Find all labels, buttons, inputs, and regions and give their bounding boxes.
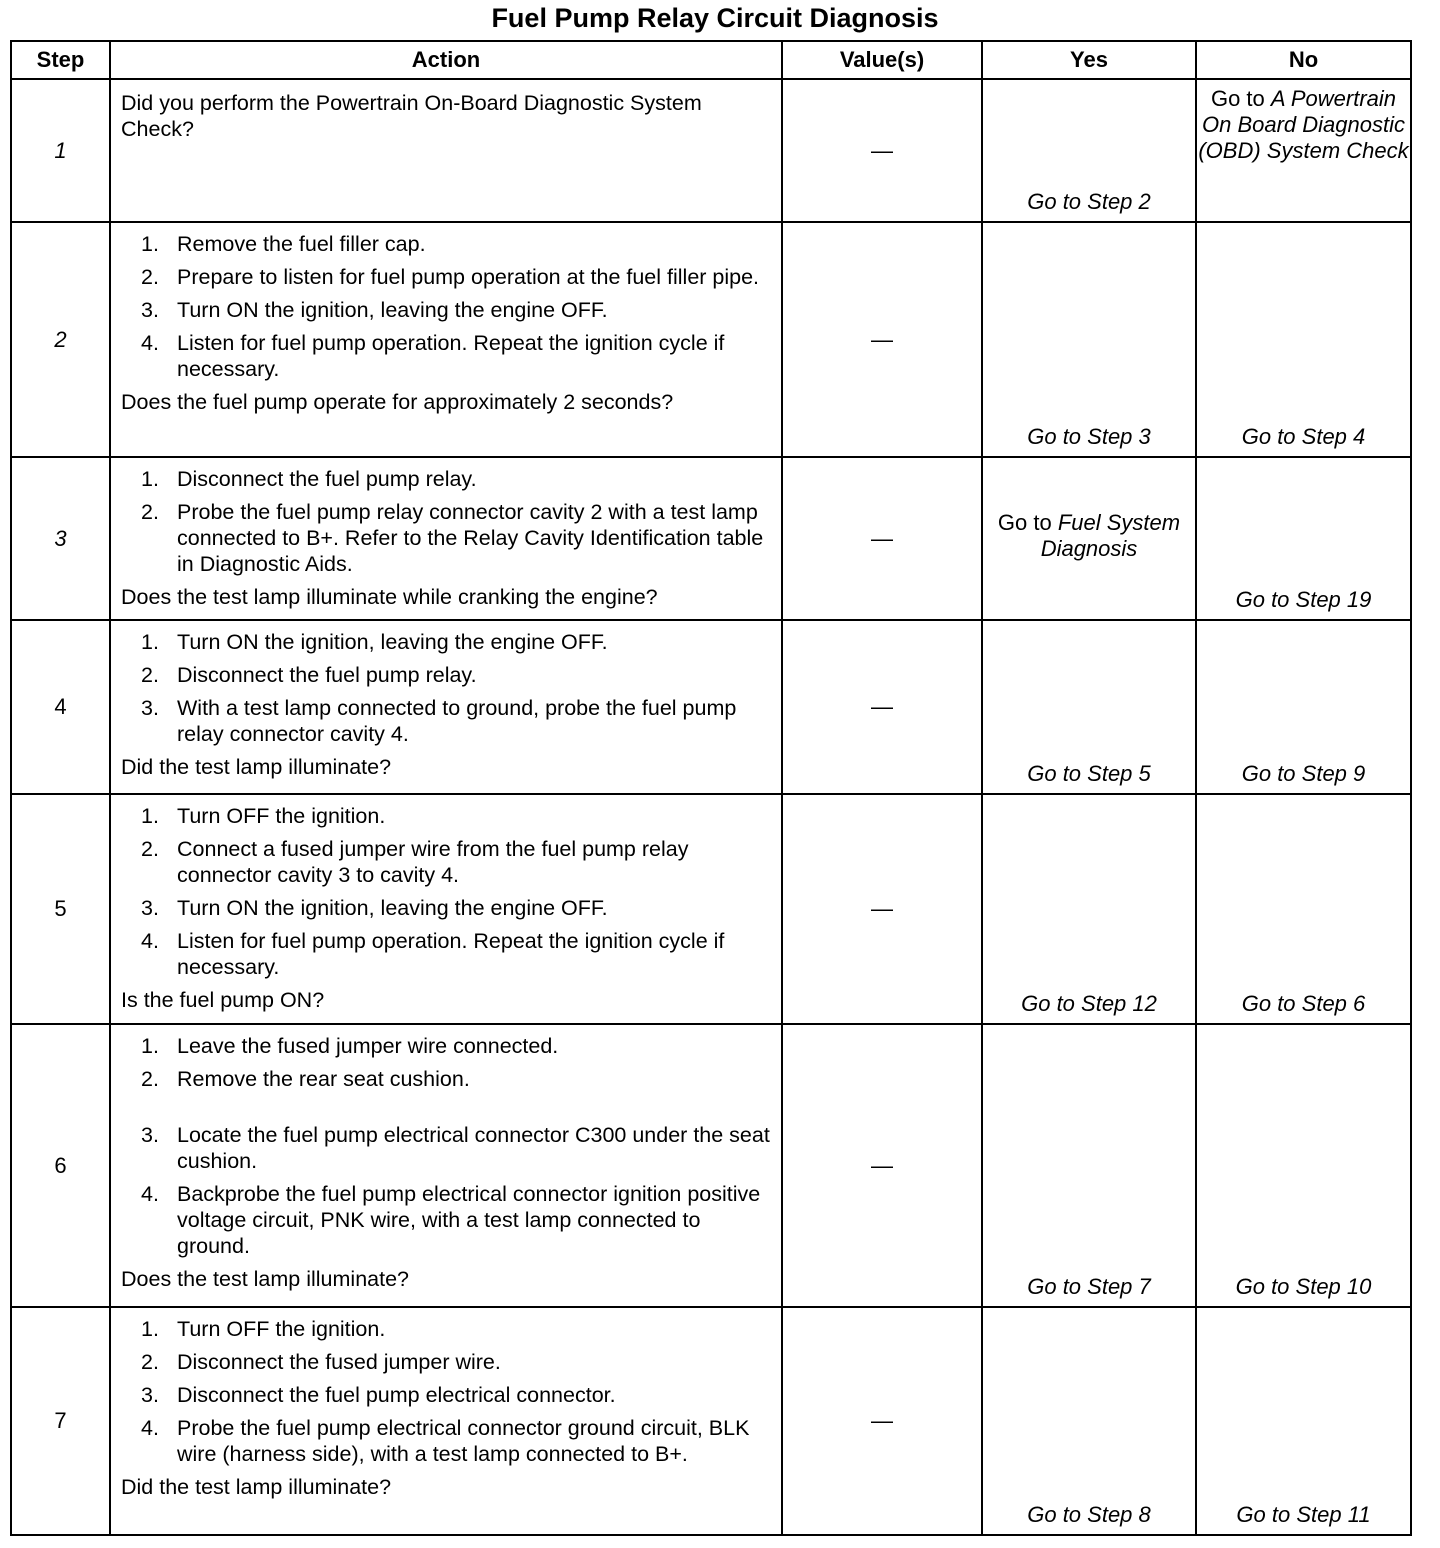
list-item: 1. Remove the fuel filler cap. [141,232,426,256]
action-list [121,466,771,577]
no-cell: Go to Step 10 [1196,1024,1411,1307]
action-list [121,1316,771,1467]
step-question: Does the test lamp illuminate? [121,1267,410,1291]
diagnosis-table [10,40,1412,1536]
action-cell [110,79,782,222]
no-prefix: Go to [1210,86,1271,111]
list-item: 3. Turn ON the ignition, leaving the engine OFF. [141,298,608,322]
step-question: Is the fuel pump ON? [121,988,325,1012]
table-row [11,79,1411,222]
value-cell: — [782,1307,982,1535]
list-item: 2. Disconnect the fused jumper wire. [141,1350,501,1374]
list-item: 2. Remove the rear seat cushion. [141,1067,470,1091]
list-item: 4. Probe the fuel pump electrical connector ground circuit, BLK wire (harness side), with a test lamp connected to B+. [141,1416,750,1466]
action-list [121,1033,771,1259]
no-cell: Go to Step 19 [1196,457,1411,620]
action-list [121,231,771,382]
list-item: 3. Disconnect the fuel pump electrical connector. [141,1383,616,1407]
step-number: 3 [11,457,110,620]
step-number: 6 [11,1024,110,1307]
list-item: 1. Leave the fused jumper wire connected. [141,1034,559,1058]
header-step: Step [11,41,110,79]
page-title: Fuel Pump Relay Circuit Diagnosis [491,3,939,33]
yes-cell: Go to Step 12 [982,794,1196,1024]
no-cell: Go to Step 6 [1196,794,1411,1024]
no-cell: Go to Step 11 [1196,1307,1411,1535]
no-cell: Go to Step 4 [1196,222,1411,457]
list-item: 3. Turn ON the ignition, leaving the engine OFF. [141,896,608,920]
yes-cell: Go to Step 5 [982,620,1196,794]
action-cell [110,1307,782,1535]
step-question: Did you perform the Powertrain On-Board Diagnostic System Check? [121,91,702,141]
action-list [121,629,771,747]
list-item: 4. Listen for fuel pump operation. Repeat the ignition cycle if necessary. [141,929,725,979]
step-question: Did the test lamp illuminate? [121,755,392,779]
header-values: Value(s) [782,41,982,79]
list-item: 1. Turn OFF the ignition. [141,804,386,828]
yes-reference: Fuel System Diagnosis [1040,509,1181,561]
action-cell [110,1024,782,1307]
value-cell: — [782,79,982,222]
list-item: 2. Disconnect the fuel pump relay. [141,663,477,687]
action-cell [110,222,782,457]
yes-cell: Go to Step 3 [982,222,1196,457]
value-cell: — [782,457,982,620]
list-item: 1. Disconnect the fuel pump relay. [141,467,477,491]
header-yes: Yes [982,41,1196,79]
step-number: 7 [11,1307,110,1535]
yes-cell [982,457,1196,620]
no-cell [1196,79,1411,222]
yes-cell: Go to Step 8 [982,1307,1196,1535]
action-cell [110,457,782,620]
list-item: 2. Connect a fused jumper wire from the fuel pump relay connector cavity 3 to cavity 4. [141,837,689,887]
action-list [121,803,771,980]
step-question: Does the test lamp illuminate while cranking the engine? [121,585,658,609]
value-cell: — [782,222,982,457]
table-header-row [11,41,1411,79]
no-reference: A Powertrain On Board Diagnostic (OBD) System Check [1198,86,1409,163]
no-cell: Go to Step 9 [1196,620,1411,794]
value-cell: — [782,794,982,1024]
table-row [11,794,1411,1024]
list-item: 1. Turn ON the ignition, leaving the engine OFF. [141,630,608,654]
list-item: 4. Listen for fuel pump operation. Repeat the ignition cycle if necessary. [141,331,725,381]
table-row [11,620,1411,794]
action-cell [110,794,782,1024]
table-row [11,1307,1411,1535]
list-item: 3. With a test lamp connected to ground, probe the fuel pump relay connector cavity 4. [141,696,737,746]
yes-cell: Go to Step 7 [982,1024,1196,1307]
list-item: 4. Backprobe the fuel pump electrical connector ignition positive voltage circuit, PNK wire, with a test lamp connected to ground. [141,1182,761,1258]
step-question: Does the fuel pump operate for approximately 2 seconds? [121,390,674,414]
step-question: Did the test lamp illuminate? [121,1475,392,1499]
step-number: 5 [11,794,110,1024]
list-item: 1. Turn OFF the ignition. [141,1317,386,1341]
value-cell: — [782,620,982,794]
list-item: 2. Prepare to listen for fuel pump operation at the fuel filler pipe. [141,265,760,289]
step-number: 4 [11,620,110,794]
table-row [11,457,1411,620]
table-row [11,222,1411,457]
action-cell [110,620,782,794]
header-no: No [1196,41,1411,79]
step-number: 2 [11,222,110,457]
step-number: 1 [11,79,110,222]
value-cell: — [782,1024,982,1307]
header-action: Action [110,41,782,79]
list-item: 3. Locate the fuel pump electrical connector C300 under the seat cushion. [141,1123,770,1173]
yes-cell: Go to Step 2 [982,79,1196,222]
table-row [11,1024,1411,1307]
list-item: 2. Probe the fuel pump relay connector cavity 2 with a test lamp connected to B+. Refer to the Relay Cavity Identification table in Diagnostic Aids. [141,500,764,576]
yes-prefix: Go to [997,509,1058,535]
